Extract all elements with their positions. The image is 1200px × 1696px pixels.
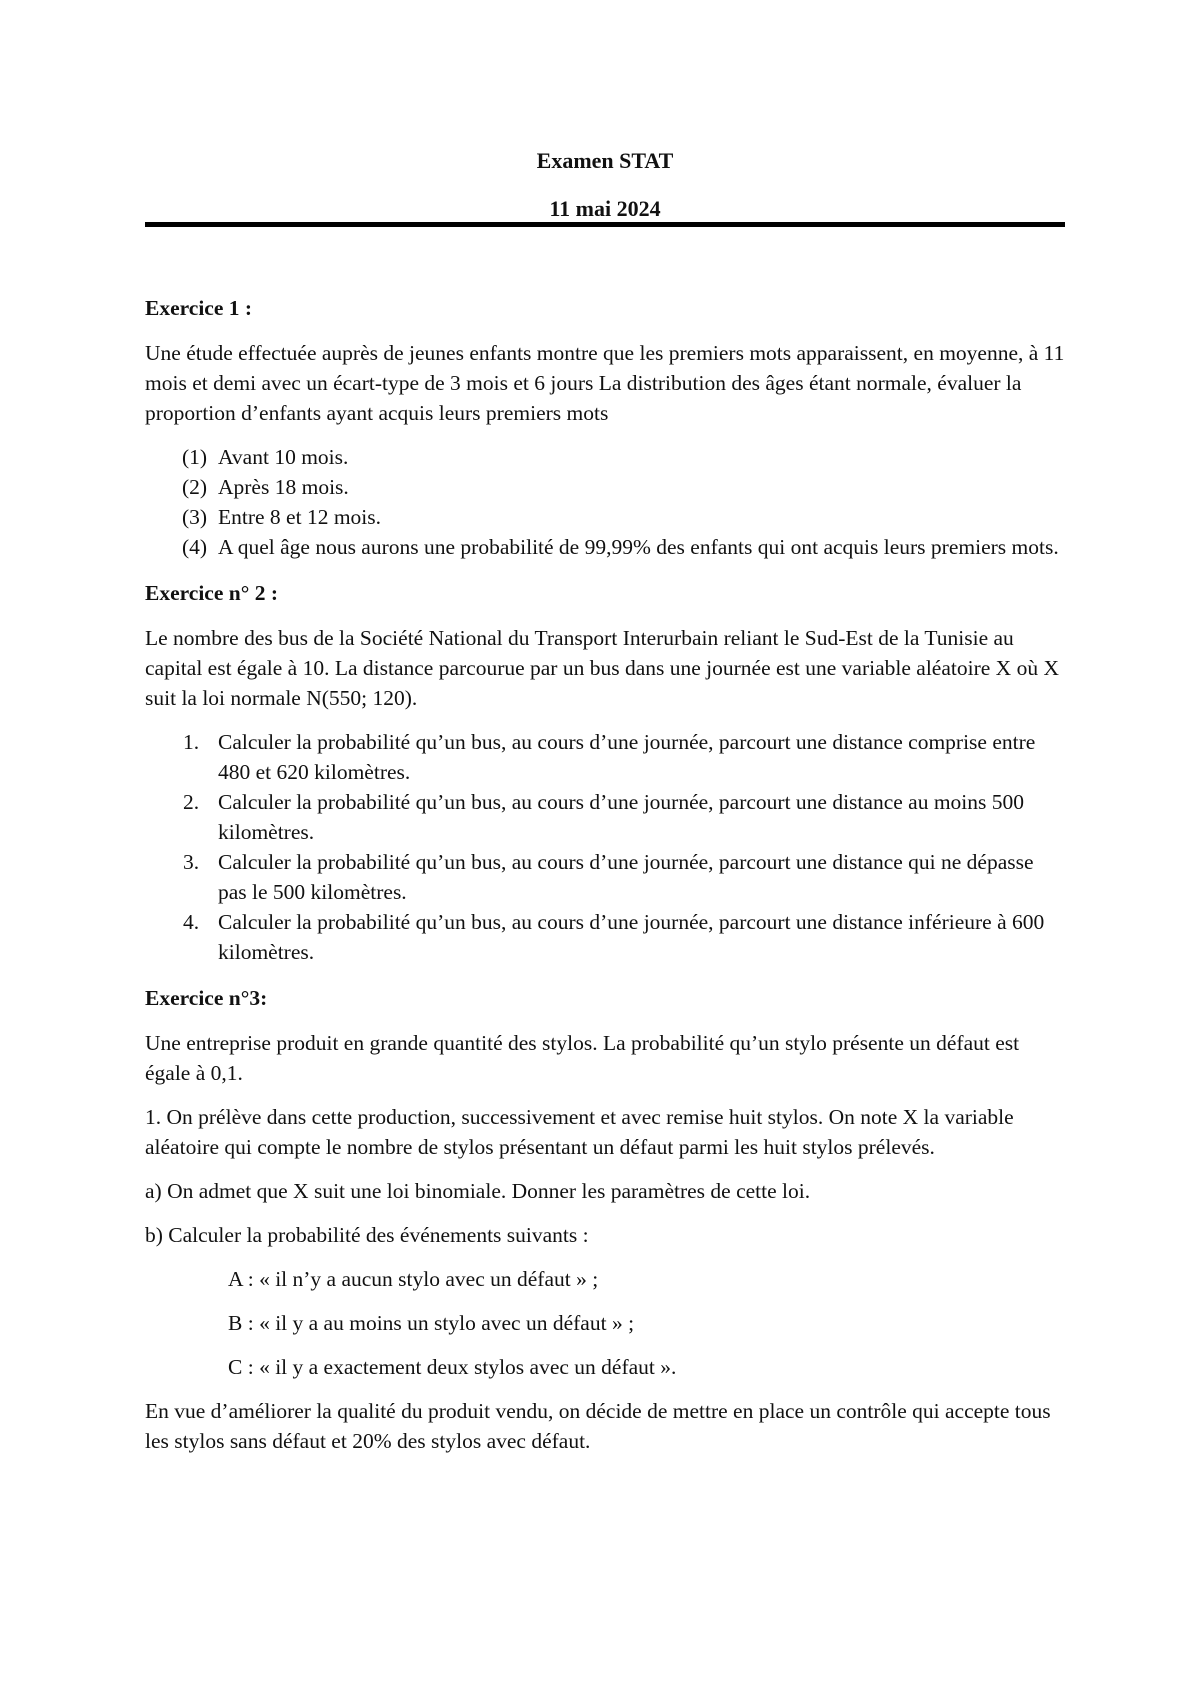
exercise-3-statement: Une entreprise produit en grande quantité des stylos. La probabilité qu’un stylo présente un défaut est égale à 0,1. bbox=[145, 1031, 1020, 1085]
list-item bbox=[145, 727, 1065, 787]
event-b: B : « il y a au moins un stylo avec un défaut » ; bbox=[228, 1311, 635, 1335]
list-item bbox=[145, 442, 1065, 472]
list-item bbox=[145, 472, 1065, 502]
item-text: Entre 8 et 12 mois. bbox=[218, 505, 382, 529]
document-title: Examen STAT bbox=[536, 148, 674, 173]
list-item bbox=[145, 847, 1065, 907]
item-number: 4. bbox=[183, 910, 200, 934]
exercise-2-statement: Le nombre des bus de la Société National du Transport Interurbain reliant le Sud-Est de la Tunisie au capital est égale à 10. La distance parcourue par un bus dans une journée est une variable aléatoire X où X suit la loi normale N(550; 120). bbox=[145, 626, 1059, 710]
exercise-2-questions bbox=[145, 727, 1065, 967]
exercise-3-part-1: 1. On prélève dans cette production, successivement et avec remise huit stylos. On note X la variable aléatoire qui compte le nombre de stylos présentant un défaut parmi les huit stylos prélevés. bbox=[145, 1105, 1014, 1159]
header-divider bbox=[145, 222, 1065, 227]
exam-content bbox=[145, 293, 1065, 1470]
item-text: Calculer la probabilité qu’un bus, au cours d’une journée, parcourt une distance au moins 500 kilomètres. bbox=[218, 790, 1025, 844]
item-number: 2. bbox=[183, 790, 200, 814]
list-item bbox=[145, 907, 1065, 967]
exercise-3-closing: En vue d’améliorer la qualité du produit vendu, on décide de mettre en place un contrôle qui accepte tous les stylos sans défaut et 20% des stylos avec défaut. bbox=[145, 1399, 1051, 1453]
exercise-3-question-b: b) Calculer la probabilité des événements suivants : bbox=[145, 1223, 589, 1247]
list-item bbox=[145, 502, 1065, 532]
document-date: 11 mai 2024 bbox=[549, 196, 661, 221]
item-text: A quel âge nous aurons une probabilité de 99,99% des enfants qui ont acquis leurs premiers mots. bbox=[218, 535, 1059, 559]
item-number: (2) bbox=[182, 475, 208, 499]
item-number: (3) bbox=[182, 505, 208, 529]
item-text: Avant 10 mois. bbox=[218, 445, 349, 469]
exercise-2-title: Exercice n° 2 : bbox=[145, 581, 278, 605]
item-number: 1. bbox=[183, 730, 200, 754]
item-text: Après 18 mois. bbox=[218, 475, 349, 499]
item-text: Calculer la probabilité qu’un bus, au cours d’une journée, parcourt une distance comprise entre 480 et 620 kilomètres. bbox=[218, 730, 1036, 784]
list-item bbox=[145, 532, 1065, 562]
event-a: A : « il n’y a aucun stylo avec un défaut » ; bbox=[228, 1267, 599, 1291]
item-text: Calculer la probabilité qu’un bus, au cours d’une journée, parcourt une distance qui ne dépasse pas le 500 kilomètres. bbox=[218, 850, 1034, 904]
exercise-1 bbox=[145, 293, 1065, 562]
exercise-1-title: Exercice 1 : bbox=[145, 296, 253, 320]
exercise-1-questions bbox=[145, 442, 1065, 562]
item-number: (1) bbox=[182, 445, 208, 469]
exercise-3 bbox=[145, 983, 1065, 1456]
exercise-3-title: Exercice n°3: bbox=[145, 986, 268, 1010]
item-number: 3. bbox=[183, 850, 200, 874]
exercise-2 bbox=[145, 578, 1065, 967]
event-c: C : « il y a exactement deux stylos avec un défaut ». bbox=[228, 1355, 677, 1379]
exercise-1-statement: Une étude effectuée auprès de jeunes enfants montre que les premiers mots apparaissent, en moyenne, à 11 mois et demi avec un écart-type de 3 mois et 6 jours La distribution des âges étant normale, évaluer la proportion d’enfants ayant acquis leurs premiers mots bbox=[145, 341, 1065, 425]
item-number: (4) bbox=[182, 535, 208, 559]
item-text: Calculer la probabilité qu’un bus, au cours d’une journée, parcourt une distance inférieure à 600 kilomètres. bbox=[218, 910, 1045, 964]
exercise-3-question-a: a) On admet que X suit une loi binomiale. Donner les paramètres de cette loi. bbox=[145, 1179, 811, 1203]
list-item bbox=[145, 787, 1065, 847]
